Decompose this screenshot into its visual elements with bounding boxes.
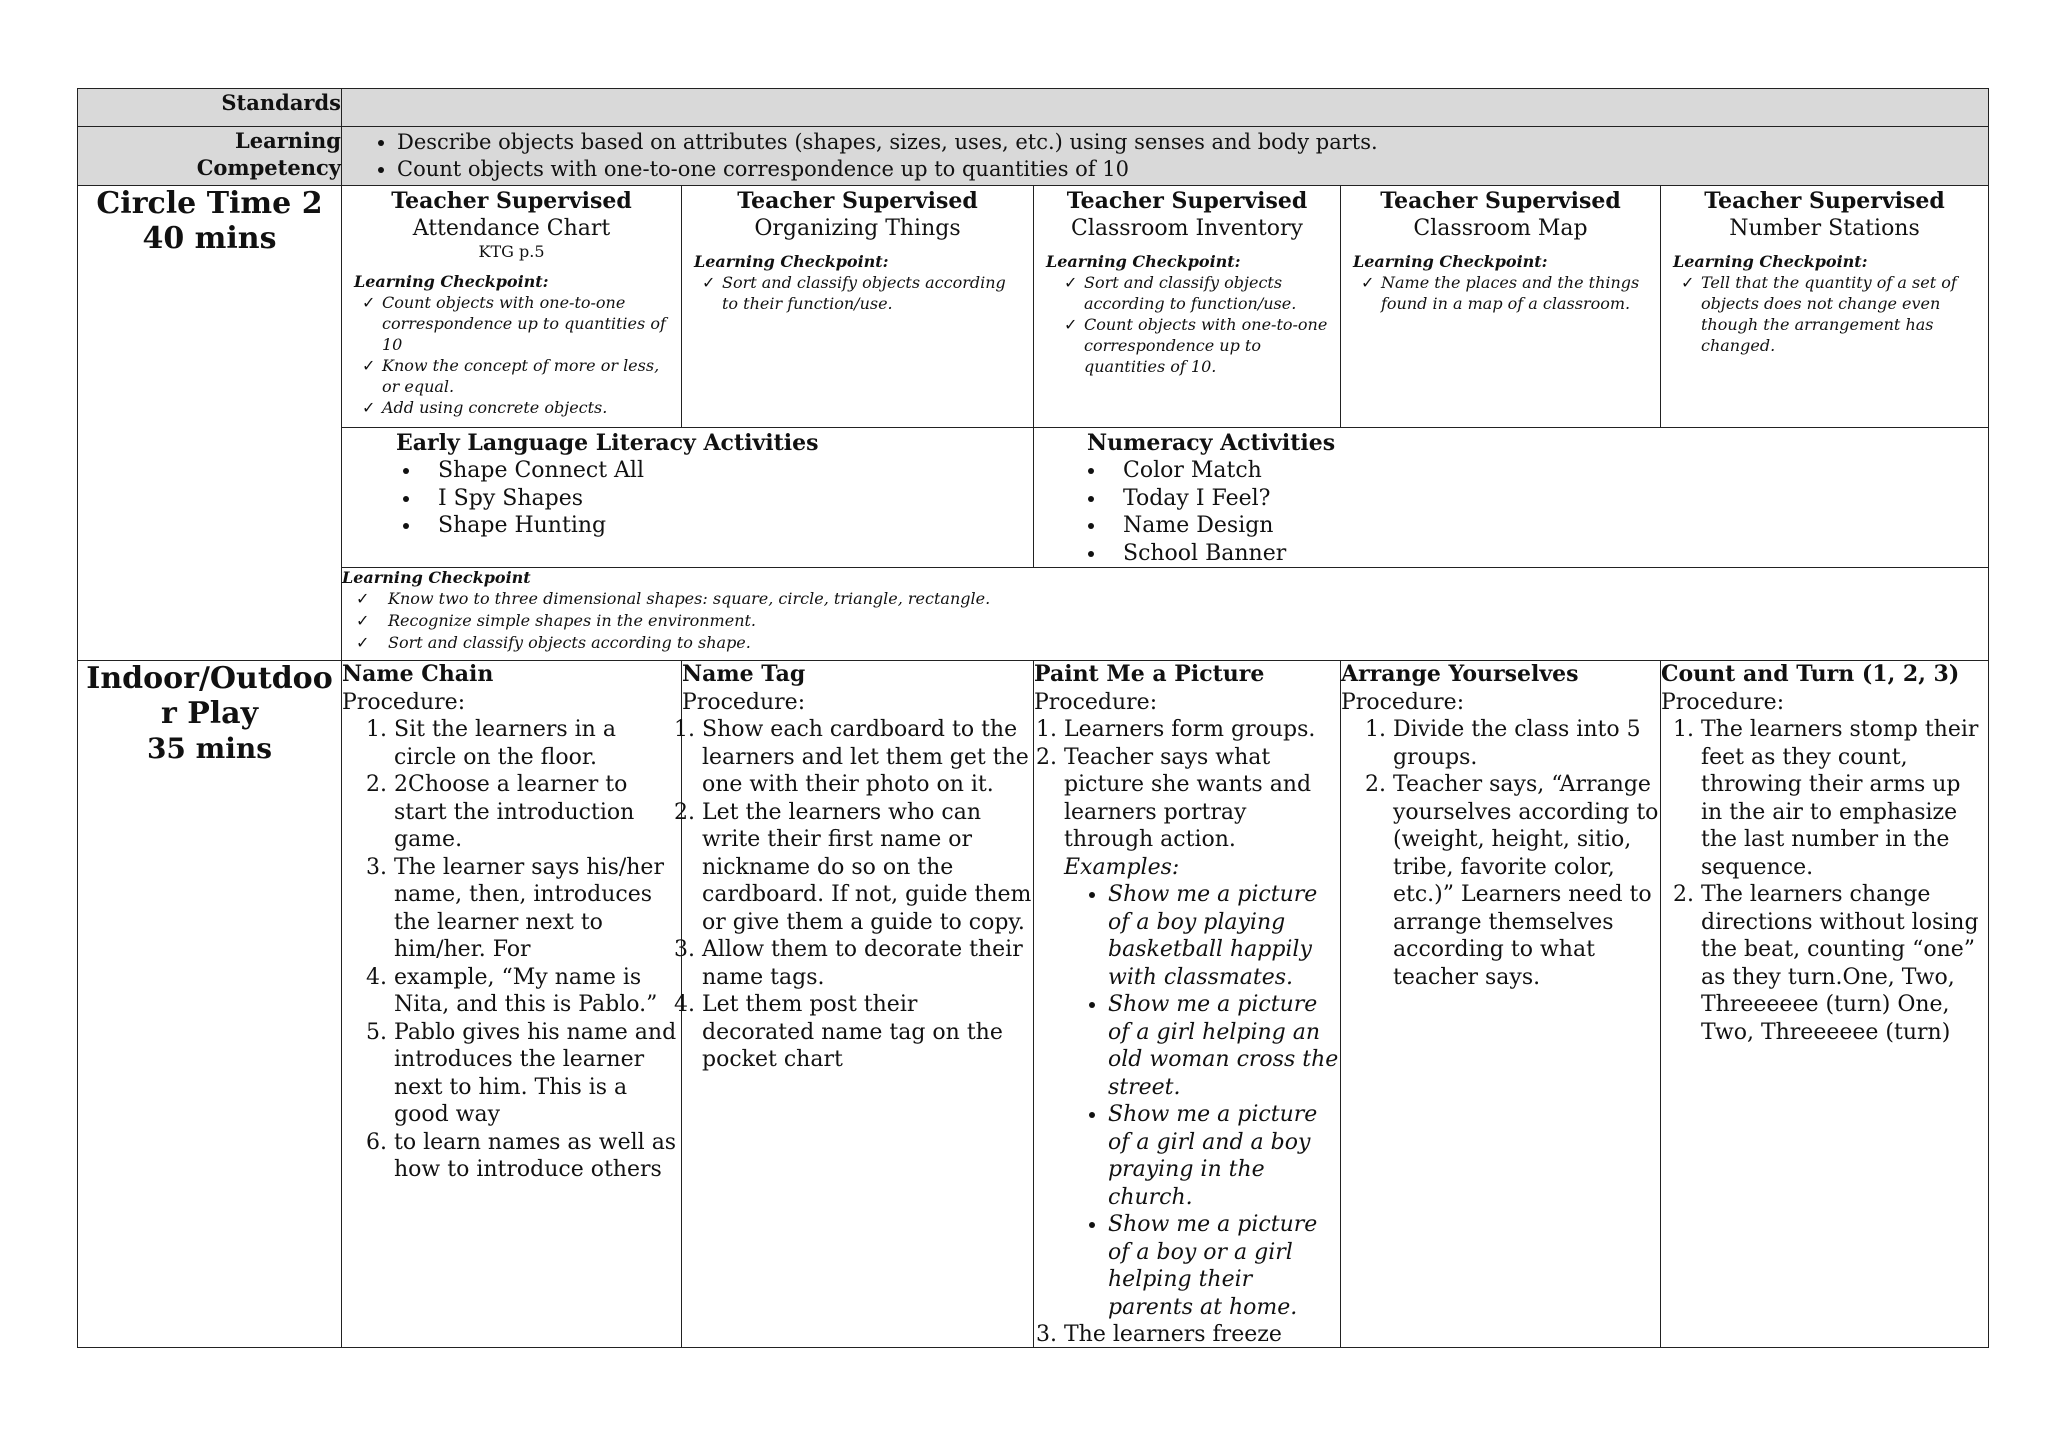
list-item: • Shape Hunting	[422, 512, 1033, 540]
supervised-organizing-things: Teacher Supervised Organizing Things Learning Checkpoint: ✓ Sort and classify objects according to their function/use.	[682, 186, 1034, 428]
list-item: • Today I Feel?	[1107, 485, 1988, 513]
competency-list	[342, 127, 1989, 186]
list-item: • Shape Connect All	[422, 457, 1033, 485]
circle-time-label: Circle Time 2 40 mins	[78, 186, 342, 661]
activity-arrange-yourselves: Arrange Yourselves Procedure: 1. Divide the class into 5 groups. 2. Teacher says, “Arrange yourselves according to (weight, height, sitio, tribe, favorite color, etc.)” Learners need to arrange themselves according to what teacher says.	[1341, 661, 1661, 1348]
check-icon: ✓	[1064, 315, 1078, 334]
numeracy-activities	[1034, 428, 1989, 568]
literacy-heading: Early Language Literacy Activities	[396, 430, 819, 456]
numeracy-heading: Numeracy Activities	[1087, 430, 1336, 456]
check-icon: ✓	[362, 356, 376, 375]
competency-item: • Count objects with one-to-one correspondence up to quantities of 10	[397, 156, 1988, 183]
list-item: • Name Design	[1107, 512, 1988, 540]
list-item: • I Spy Shapes	[422, 485, 1033, 513]
list-item: • School Banner	[1107, 540, 1988, 568]
competency-label: Learning Competency	[78, 127, 342, 186]
play-label: Indoor/Outdoo r Play 35 mins	[78, 661, 342, 1348]
supervised-classroom-inventory: Teacher Supervised Classroom Inventory Learning Checkpoint: ✓ Sort and classify objects according to function/use. ✓ Count objects with one-to-one correspondence up to quantities of 10.	[1034, 186, 1341, 428]
check-icon: ✓	[362, 398, 376, 417]
check-icon: ✓	[356, 589, 370, 608]
shapes-checkpoint: Learning Checkpoint ✓ Know two to three dimensional shapes: square, circle, triangle, rectangle. ✓ Recognize simple shapes in the environment. ✓ Sort and classify objects according to shape.	[342, 568, 1989, 661]
check-icon: ✓	[356, 611, 370, 630]
check-icon: ✓	[702, 273, 716, 292]
standards-value	[342, 89, 1989, 127]
activity-name-chain: Name Chain Procedure: 1. Sit the learners in a circle on the floor. 2. 2Choose a learner to start the introduction game. 3. The learner says his/her name, then, introduces the learner next to him/her. For 4. example, “My name is Nita, and this is Pablo.” 5. Pablo gives his name and introduces the learner next to him. This is a good way 6. to learn names as well as how to introduce others	[342, 661, 682, 1348]
lesson-plan-table	[77, 88, 1989, 1348]
supervised-attendance-chart: Teacher Supervised Attendance Chart KTG p.5 Learning Checkpoint: ✓ Count objects with one-to-one correspondence up to quantities of 10 ✓ Know the concept of more or less, or equal. ✓ Add using concrete objects.	[342, 186, 682, 428]
activity-count-and-turn: Count and Turn (1, 2, 3) Procedure: 1. The learners stomp their feet as they count, throwing their arms up in the air to emphasize the last number in the sequence. 2. The learners change directions without losing the beat, counting “one” as they turn.One, Two, Threeeeee (turn) One, Two, Threeeeee (turn)	[1661, 661, 1989, 1348]
check-icon: ✓	[1681, 273, 1695, 292]
literacy-activities	[342, 428, 1034, 568]
check-icon: ✓	[362, 293, 376, 312]
list-item: • Color Match	[1107, 457, 1988, 485]
supervised-classroom-map: Teacher Supervised Classroom Map Learning Checkpoint: ✓ Name the places and the things found in a map of a classroom.	[1341, 186, 1661, 428]
standards-label: Standards	[78, 89, 342, 127]
check-icon: ✓	[1064, 273, 1078, 292]
check-icon: ✓	[1361, 273, 1375, 292]
competency-item: • Describe objects based on attributes (shapes, sizes, uses, etc.) using senses and body parts.	[397, 129, 1988, 156]
check-icon: ✓	[356, 633, 370, 652]
supervised-number-stations: Teacher Supervised Number Stations Learning Checkpoint: ✓ Tell that the quantity of a set of objects does not change even though the arrangement has changed.	[1661, 186, 1989, 428]
activity-paint-me-a-picture: Paint Me a Picture Procedure: 1. Learners form groups. 2. Teacher says what picture she wants and learners portray through action. Examples: • Show me a picture of a boy playing basketball happily with classmates. • Show me a picture of a girl helping an old woman cross the street. • Show me a picture of a girl and a boy praying in the church. • Show me a picture of a boy or a girl helping their parents at home. 3. The learners freeze	[1034, 661, 1341, 1348]
activity-name-tag: Name Tag Procedure: 1. Show each cardboard to the learners and let them get the one with their photo on it. 2. Let the learners who can write their first name or nickname do so on the cardboard. If not, guide them or give them a guide to copy. 3. Allow them to decorate their name tags. 4. Let them post their decorated name tag on the pocket chart	[682, 661, 1034, 1348]
